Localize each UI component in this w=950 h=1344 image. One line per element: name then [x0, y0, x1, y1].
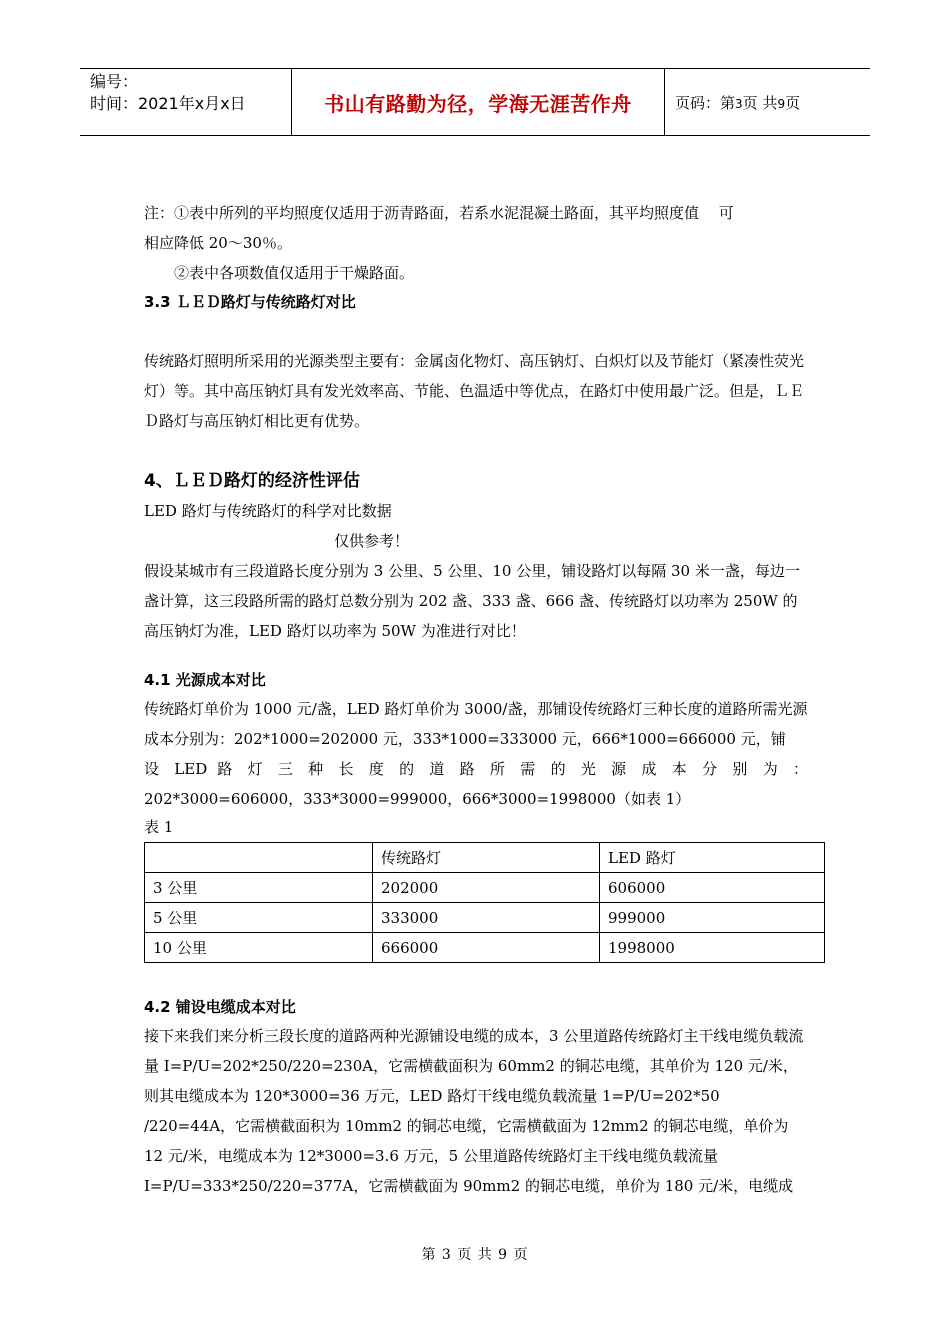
page-number: 3	[735, 96, 743, 111]
page-prefix: 页码：第	[675, 93, 736, 112]
section-4-reference-note: 仅供参考！	[334, 532, 410, 550]
header-page-info	[665, 69, 871, 136]
section-4-2-heading: 4.2 铺设电缆成本对比	[144, 998, 296, 1016]
page-mid: 页 共	[742, 93, 778, 112]
section-4-1-line-3: 设 LED 路 灯 三 种 长 度 的 道 路 所 需 的 光 源 成 本 分 别 为 ：	[144, 760, 808, 778]
table-cell: 1998000	[600, 933, 825, 963]
section-4-1-line-4: 202*3000=606000，333*3000=999000，666*3000=1998000（如表 1）	[144, 790, 691, 808]
section-4-heading: 4、ＬＥＤ路灯的经济性评估	[144, 471, 360, 491]
doc-number-label: 编号：	[90, 72, 139, 91]
section-4-2-paragraph: 接下来我们来分析三段长度的道路两种光源铺设电缆的成本，3 公里道路传统路灯主干线电缆负载流量 I=P/U=202*250/220=230A，它需横截面积为 60mm2 的铜芯电缆，其单价为 120 元/米，则其电缆成本为 120*3000=36 万元，LED 路灯干线电缆负载流量 1=P/U=202*50 /220=44A，它需横截面积为 10mm2 的铜芯电缆，它需横截面为 12mm2 的铜芯电缆，单价为 12 元/米，电缆成本为 12*3000=3.6 万元，5 公里道路传统路灯主干线电缆负载流量 I=P/U=333*250/220=377A，它需横截面为 90mm2 的铜芯电缆，单价为 180 元/米，电缆成	[144, 1027, 804, 1195]
header-motto: 书山有路勤为径，学海无涯苦作舟	[292, 69, 665, 136]
page-suffix: 页	[785, 93, 801, 112]
table-row	[145, 903, 825, 933]
cost-comparison-table	[144, 842, 825, 963]
page-total: 9	[777, 96, 786, 111]
table-cell: 5 公里	[145, 903, 373, 933]
table-cell: 202000	[373, 873, 600, 903]
table-caption: 表 1	[144, 818, 174, 836]
section-4-paragraph: 假设某城市有三段道路长度分别为 3 公里、5 公里、10 公里，铺设路灯以每隔 30 米一盏，每边一盏计算，这三段路所需的路灯总数分别为 202 盏、333 盏、666 盏、传统路灯以功率为 250W 的高压钠灯为准，LED 路灯以功率为 50W 为准进行对比！	[144, 562, 800, 640]
table-cell: 333000	[373, 903, 600, 933]
table-row	[145, 873, 825, 903]
table-header-cell: 传统路灯	[373, 843, 600, 873]
table-cell: 10 公里	[145, 933, 373, 963]
doc-time-label: 时间：2021年x月x日	[90, 94, 246, 113]
table-cell: 606000	[600, 873, 825, 903]
note-2: ②表中各项数值仅适用于干燥路面。	[174, 264, 415, 282]
table-header-cell: LED 路灯	[600, 843, 825, 873]
table-row	[145, 933, 825, 963]
page-footer: 第 3 页 共 9 页	[421, 1247, 529, 1263]
table-header-row	[145, 843, 825, 873]
section-4-1-paragraph: 传统路灯单价为 1000 元/盏，LED 路灯单价为 3000/盏，那铺设传统路灯三种长度的道路所需光源成本分别为：202*1000=202000 元，333*1000=333000 元，666*1000=666000 元，铺	[144, 700, 808, 748]
table-cell: 3 公里	[145, 873, 373, 903]
section-4-subtitle: LED 路灯与传统路灯的科学对比数据	[144, 502, 392, 520]
section-3-3-heading: 3.3 ＬＥＤ路灯与传统路灯对比	[144, 293, 356, 311]
note-1-line-2: 相应降低 20～30％。	[144, 234, 292, 252]
table-cell: 999000	[600, 903, 825, 933]
section-3-3-paragraph: 传统路灯照明所采用的光源类型主要有：金属卤化物灯、高压钠灯、白炽灯以及节能灯（紧凑性荧光灯）等。其中高压钠灯具有发光效率高、节能、色温适中等优点，在路灯中使用最广泛。但是，ＬＥＤ路灯与高压钠灯相比更有优势。	[144, 352, 805, 430]
table-cell: 666000	[373, 933, 600, 963]
header-meta	[80, 69, 292, 136]
table-header-cell	[145, 843, 373, 873]
section-4-1-heading: 4.1 光源成本对比	[144, 671, 266, 689]
note-1-line-1: 注：①表中所列的平均照度仅适用于沥青路面，若系水泥混凝土路面，其平均照度值 可	[144, 204, 734, 222]
document-body	[144, 198, 808, 1201]
page-header	[80, 68, 870, 136]
